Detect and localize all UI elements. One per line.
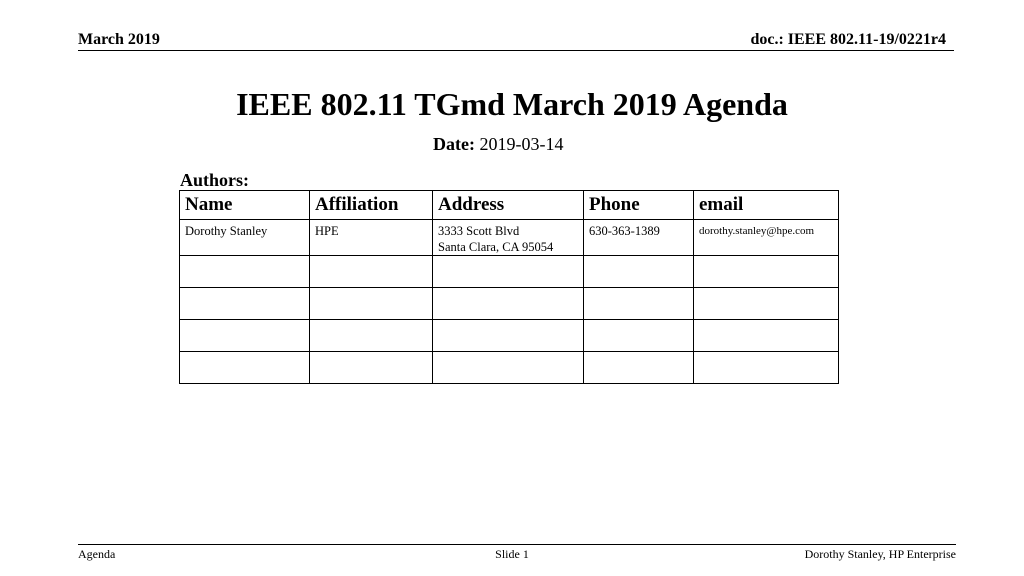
empty-cell xyxy=(584,320,694,352)
author-phone: 630-363-1389 xyxy=(584,220,694,256)
column-header-phone: Phone xyxy=(584,191,694,220)
empty-cell xyxy=(180,256,310,288)
empty-cell xyxy=(433,256,584,288)
empty-cell xyxy=(433,352,584,384)
table-row xyxy=(180,352,839,384)
date-value: 2019-03-14 xyxy=(479,134,564,154)
table-header-row xyxy=(180,191,839,220)
authors-label: Authors: xyxy=(180,170,250,190)
slide-title: IEEE 802.11 TGmd March 2019 Agenda xyxy=(236,86,788,122)
empty-cell xyxy=(180,320,310,352)
empty-cell xyxy=(694,256,839,288)
empty-cell xyxy=(310,352,433,384)
empty-cell xyxy=(584,352,694,384)
author-name: Dorothy Stanley xyxy=(180,220,310,256)
table-row xyxy=(180,256,839,288)
footer-author: Dorothy Stanley, HP Enterprise xyxy=(804,547,956,561)
authors-table xyxy=(179,190,839,384)
column-header-email: email xyxy=(694,191,839,220)
author-email: dorothy.stanley@hpe.com xyxy=(694,220,839,256)
author-affiliation: HPE xyxy=(310,220,433,256)
empty-cell xyxy=(310,288,433,320)
empty-cell xyxy=(310,320,433,352)
empty-cell xyxy=(584,288,694,320)
footer-divider xyxy=(78,544,956,545)
address-line-1: 3333 Scott Blvd xyxy=(438,224,520,238)
empty-cell xyxy=(433,320,584,352)
footer-topic: Agenda xyxy=(78,547,116,561)
empty-cell xyxy=(433,288,584,320)
table-row xyxy=(180,320,839,352)
column-header-affiliation: Affiliation xyxy=(310,191,433,220)
table-row xyxy=(180,288,839,320)
empty-cell xyxy=(584,256,694,288)
author-address xyxy=(433,220,584,256)
empty-cell xyxy=(694,288,839,320)
header-divider xyxy=(78,50,954,51)
empty-cell xyxy=(694,320,839,352)
header-date: March 2019 xyxy=(78,31,160,48)
empty-cell xyxy=(694,352,839,384)
header-doc-id: doc.: IEEE 802.11-19/0221r4 xyxy=(750,31,946,48)
empty-cell xyxy=(180,352,310,384)
slide-number: Slide 1 xyxy=(495,547,529,561)
column-header-address: Address xyxy=(433,191,584,220)
column-header-name: Name xyxy=(180,191,310,220)
date-label: Date: xyxy=(433,134,475,154)
table-row xyxy=(180,220,839,256)
date-line xyxy=(433,134,563,155)
empty-cell xyxy=(180,288,310,320)
empty-cell xyxy=(310,256,433,288)
address-line-2: Santa Clara, CA 95054 xyxy=(438,240,554,254)
